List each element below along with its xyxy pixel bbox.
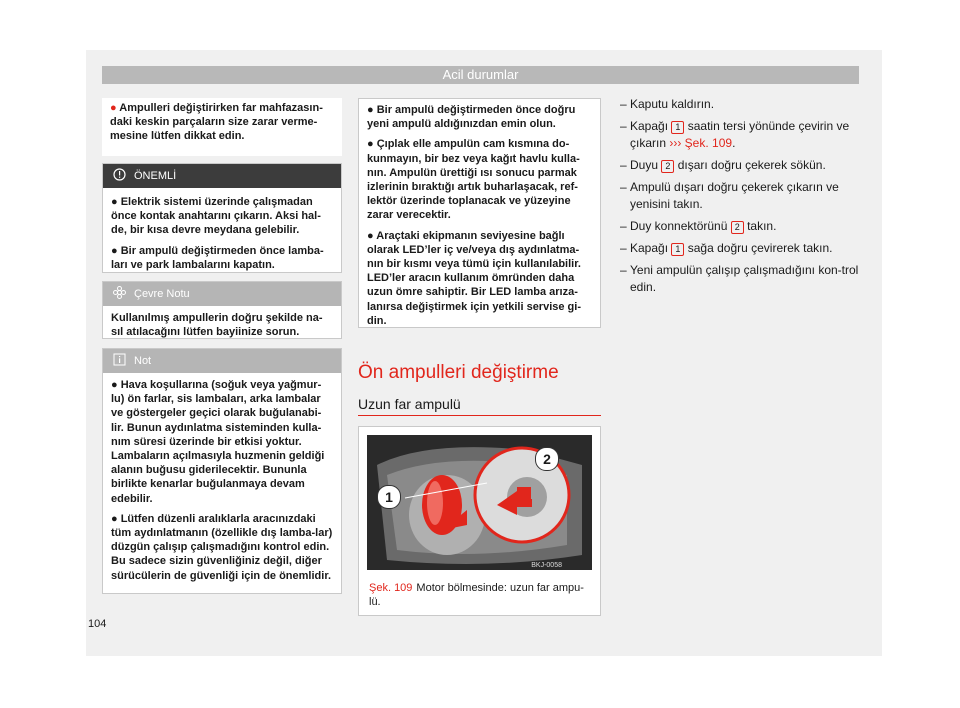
middle-item-2: Çıplak elle ampulün cam kısmına do-kunmayın, bir bez veya kağıt havlu kulla-nın. Ampulün ürettiği ısı sonucu parmak izlerinin bıraktığı artık buharlaşacak, ref-lektör üzerinde toplanacak ve yüzeyine zarar verecektir.	[367, 138, 580, 222]
callout-2-label: 2	[543, 451, 551, 467]
step-text: saatin tersi yönünde çevirin ve çıkarın	[630, 119, 850, 150]
figure-code: BKJ-0058	[531, 562, 562, 569]
important-title: ÖNEMLİ	[134, 170, 177, 182]
info-icon	[113, 353, 126, 369]
bullet-icon: ●	[111, 196, 121, 208]
warning-continued-box	[358, 98, 601, 328]
bullet-icon: ●	[111, 244, 121, 257]
bullet-icon: ●	[367, 229, 377, 242]
figure-caption-text: Motor bölmesinde: uzun far ampu-lü.	[369, 582, 584, 608]
step-text: Kapağı	[630, 241, 669, 255]
page-number: 104	[88, 618, 107, 630]
step-item: – Yeni ampulün çalışıp çalışmadığını kon-trol edin.	[620, 263, 859, 294]
bullet-icon: ●	[367, 138, 377, 151]
middle-item-3: Araçtaki ekipmanın seviyesine bağlı olarak LED’ler iç ve/veya dış aydınlatma-nın bir kısmı veya tümü için kullanılabilir. LED’ler aracın kullanım ömründen daha uzun ömre sahiptir. Bir LED lamba arıza-lanırsa değiştirmek için yetkili servise gi-din.	[367, 229, 581, 327]
step-text: .	[732, 136, 736, 150]
environment-box	[102, 281, 342, 339]
step-item: – Duy konnektörünü 2 takın.	[620, 219, 777, 233]
important-item-2: Bir ampulü değiştirmeden önce lamba-ları ve park lambalarını kapatın.	[111, 244, 324, 271]
note-item-1: Hava koşullarına (soğuk veya yağmur-lu) ön farlar, sis lambaları, arka lambalar ve göstergeler geçici olarak buğulanabi-lir. Bunun aydınlatma sisteminden kulla-nım süresi üzerinde bir etkisi yoktur. Lambaların açılmasıyla huzmenin geldiği alanın buğusu giderilecektir. Bununla birlikte kenarlar buğulanmaya devam edebilir.	[111, 379, 325, 505]
figure-ref: Şek. 109	[369, 582, 413, 594]
note-header	[103, 349, 341, 373]
warning-text: Ampulleri değiştirirken far mahfazasın-daki keskin parçaların size zarar verme-mesine lütfen dikkat edin.	[110, 102, 323, 143]
flower-icon	[113, 286, 126, 302]
subsection-title: Uzun far ampulü	[358, 396, 601, 416]
step-text: dışarı doğru çekerek sökün.	[677, 158, 826, 172]
headlight-illustration	[367, 435, 592, 570]
step-text: sağa doğru çevirerek takın.	[687, 241, 833, 255]
important-header	[103, 164, 341, 188]
steps-list	[620, 96, 870, 301]
callout-2	[535, 447, 559, 471]
page-header	[102, 66, 859, 84]
bullet-icon: ●	[367, 104, 377, 116]
step-item: – Kapağı 1 sağa doğru çevirerek takın.	[620, 241, 833, 255]
figure-link[interactable]: ››› Şek. 109	[669, 136, 733, 150]
figure-109	[358, 426, 601, 616]
section-title: Ön ampulleri değiştirme	[358, 362, 559, 383]
step-text: Ampulü dışarı doğru çekerek çıkarın ve yenisini takın.	[630, 180, 839, 211]
important-box	[102, 163, 342, 273]
page-header-title: Acil durumlar	[442, 67, 519, 82]
step-text: Duy konnektörünü	[630, 219, 728, 233]
step-item: – Ampulü dışarı doğru çekerek çıkarın ve yenisini takın.	[620, 180, 839, 211]
note-item-2: Lütfen düzenli aralıklarla aracınızdaki tüm aydınlatmanın (özellikle dış lamba-lar) düzgün çalışıp çalışmadığını kontrol edin. Bu sadece sizin güvenliğiniz değil, diğer sürücülerin de güvenliği için de önemlidir.	[111, 512, 333, 582]
bullet-icon: ●	[111, 512, 121, 525]
step-item: – Kapağı 1 saatin tersi yönünde çevirin ve çıkarın ››› Şek. 109.	[620, 119, 850, 150]
ref-number: 2	[661, 160, 674, 173]
environment-text: Kullanılmış ampullerin doğru şekilde na-sıl atılacağını lütfen bayiinize sorun.	[111, 312, 323, 339]
step-text: Kaputu kaldırın.	[630, 97, 715, 111]
callout-1-label: 1	[385, 489, 393, 505]
important-item-1: Elektrik sistemi üzerinde çalışmadan önce kontak anahtarını çıkarın. Aksi hal-de, bir kısa devre meydana gelebilir.	[111, 196, 321, 237]
step-text: Yeni ampulün çalışıp çalışmadığını kon-trol edin.	[630, 263, 859, 294]
exclamation-circle-icon	[113, 168, 126, 184]
warning-box	[102, 98, 342, 156]
step-item: – Duyu 2 dışarı doğru çekerek sökün.	[620, 158, 826, 172]
step-text: takın.	[747, 219, 777, 233]
step-item: – Kaputu kaldırın.	[620, 97, 715, 111]
middle-item-1: Bir ampulü değiştirmeden önce doğru yeni ampulü aldığınızdan emin olun.	[367, 104, 576, 131]
callout-1	[377, 485, 401, 509]
ref-number: 2	[731, 221, 744, 234]
note-box	[102, 348, 342, 594]
environment-title: Çevre Notu	[134, 288, 190, 300]
ref-number: 1	[671, 243, 684, 256]
ref-number: 1	[671, 121, 684, 134]
bullet-icon: ●	[111, 379, 121, 391]
step-text: Kapağı	[630, 119, 669, 133]
note-title: Not	[134, 355, 152, 367]
step-text: Duyu	[630, 158, 659, 172]
bullet-icon: ●	[110, 102, 120, 114]
figure-caption	[369, 581, 594, 609]
environment-header	[103, 282, 341, 306]
